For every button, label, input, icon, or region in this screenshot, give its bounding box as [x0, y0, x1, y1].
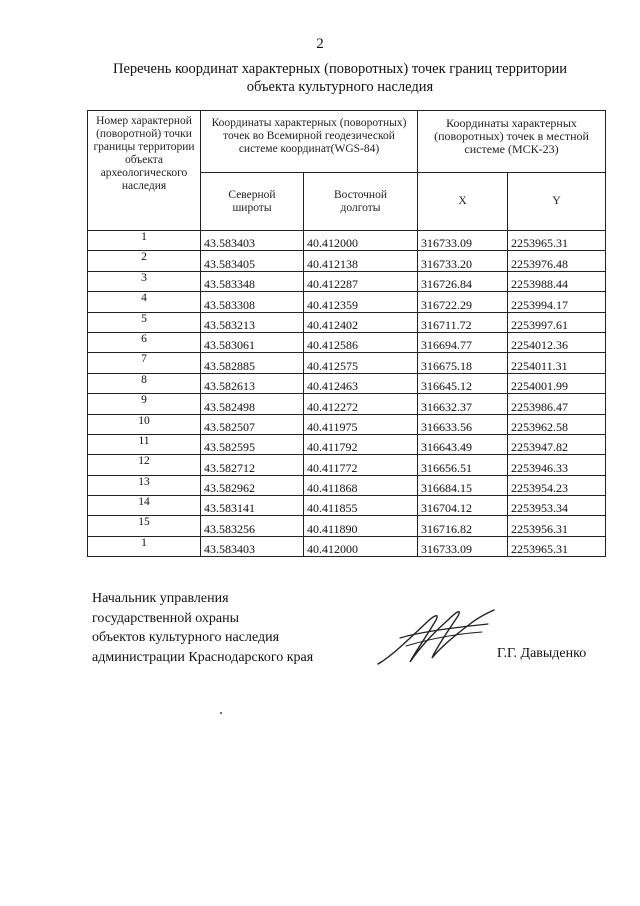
signer-position-line-3: объектов культурного наследия	[92, 630, 280, 645]
latitude-cell: 43.582613	[201, 373, 304, 393]
table-row	[88, 353, 606, 373]
y-coordinate-cell: 2253953.34	[508, 496, 606, 516]
signer-position-line-4: администрации Краснодарского края	[92, 649, 314, 665]
x-coordinate-cell: 316704.12	[418, 496, 508, 516]
header-x: X	[418, 173, 508, 231]
longitude-cell: 40.411792	[304, 434, 418, 454]
longitude-cell: 40.412287	[304, 271, 418, 291]
x-coordinate-cell: 316716.82	[418, 516, 508, 536]
longitude-cell: 40.411855	[304, 496, 418, 516]
longitude-cell: 40.412000	[304, 536, 418, 556]
y-coordinate-cell: 2254001.99	[508, 373, 606, 393]
longitude-cell: 40.412586	[304, 332, 418, 352]
y-coordinate-cell: 2253947.82	[508, 434, 606, 454]
point-number-cell: 1	[88, 536, 201, 556]
table-row	[88, 516, 606, 536]
longitude-cell: 40.411890	[304, 516, 418, 536]
signer-position-line-2: государственной охраны	[92, 610, 240, 626]
longitude-cell: 40.412402	[304, 312, 418, 332]
header-y: Y	[508, 173, 606, 231]
y-coordinate-cell: 2253965.31	[508, 231, 606, 251]
coordinates-table	[87, 110, 606, 557]
point-number-cell: 2	[88, 251, 201, 271]
table-row	[88, 394, 606, 414]
y-coordinate-cell: 2253965.31	[508, 536, 606, 556]
longitude-cell: 40.411975	[304, 414, 418, 434]
latitude-cell: 43.583141	[201, 496, 304, 516]
signer-name: Г.Г. Давыденко	[497, 646, 587, 661]
latitude-cell: 43.583308	[201, 292, 304, 312]
point-number-cell: 11	[88, 434, 201, 454]
header-point-number: Номер характерной (поворотной) точки границы территории объекта археологического наследия	[88, 111, 201, 231]
longitude-cell: 40.412000	[304, 231, 418, 251]
title-line-2: объекта культурного наследия	[246, 79, 434, 95]
point-number-cell: 7	[88, 353, 201, 373]
y-coordinate-cell: 2253962.58	[508, 414, 606, 434]
y-coordinate-cell: 2253988.44	[508, 271, 606, 291]
point-number-cell: 1	[88, 231, 201, 251]
latitude-cell: 43.582885	[201, 353, 304, 373]
longitude-cell: 40.412272	[304, 394, 418, 414]
latitude-cell: 43.583061	[201, 332, 304, 352]
signature-block	[92, 589, 313, 667]
latitude-cell: 43.583403	[201, 536, 304, 556]
longitude-cell: 40.412359	[304, 292, 418, 312]
table-row	[88, 496, 606, 516]
x-coordinate-cell: 316733.09	[418, 536, 508, 556]
y-coordinate-cell: 2254012.36	[508, 332, 606, 352]
x-coordinate-cell: 316632.37	[418, 394, 508, 414]
y-coordinate-cell: 2253976.48	[508, 251, 606, 271]
latitude-cell: 43.582498	[201, 394, 304, 414]
x-coordinate-cell: 316643.49	[418, 434, 508, 454]
table-row	[88, 455, 606, 475]
table-row	[88, 373, 606, 393]
y-coordinate-cell: 2253956.31	[508, 516, 606, 536]
latitude-cell: 43.582962	[201, 475, 304, 495]
coordinates-table-body	[88, 231, 606, 557]
latitude-cell: 43.583348	[201, 271, 304, 291]
x-coordinate-cell: 316675.18	[418, 353, 508, 373]
table-row	[88, 312, 606, 332]
point-number-cell: 4	[88, 292, 201, 312]
header-wgs84: Координаты характерных (поворотных) точек во Всемирной геодезической системе координат(WGS-84)	[201, 111, 418, 173]
latitude-cell: 43.583213	[201, 312, 304, 332]
x-coordinate-cell: 316733.20	[418, 251, 508, 271]
page-number: 2	[316, 36, 324, 52]
longitude-cell: 40.411772	[304, 455, 418, 475]
document-title	[90, 60, 590, 96]
header-north-latitude: Северной широты	[201, 173, 304, 231]
point-number-cell: 10	[88, 414, 201, 434]
point-number-cell: 6	[88, 332, 201, 352]
latitude-cell: 43.582507	[201, 414, 304, 434]
latitude-cell: 43.583403	[201, 231, 304, 251]
table-row	[88, 536, 606, 556]
x-coordinate-cell: 316633.56	[418, 414, 508, 434]
latitude-cell: 43.583256	[201, 516, 304, 536]
point-number-cell: 13	[88, 475, 201, 495]
x-coordinate-cell: 316733.09	[418, 231, 508, 251]
table-row	[88, 251, 606, 271]
x-coordinate-cell: 316694.77	[418, 332, 508, 352]
table-row	[88, 292, 606, 312]
point-number-cell: 3	[88, 271, 201, 291]
latitude-cell: 43.583405	[201, 251, 304, 271]
x-coordinate-cell: 316722.29	[418, 292, 508, 312]
table-row	[88, 475, 606, 495]
point-number-cell: 15	[88, 516, 201, 536]
table-row	[88, 434, 606, 454]
latitude-cell: 43.582595	[201, 434, 304, 454]
latitude-cell: 43.582712	[201, 455, 304, 475]
longitude-cell: 40.412575	[304, 353, 418, 373]
scan-speck	[220, 712, 222, 714]
y-coordinate-cell: 2253954.23	[508, 475, 606, 495]
table-row	[88, 271, 606, 291]
longitude-cell: 40.412463	[304, 373, 418, 393]
longitude-cell: 40.411868	[304, 475, 418, 495]
point-number-cell: 5	[88, 312, 201, 332]
table-row	[88, 231, 606, 251]
x-coordinate-cell: 316684.15	[418, 475, 508, 495]
y-coordinate-cell: 2253997.61	[508, 312, 606, 332]
point-number-cell: 9	[88, 394, 201, 414]
title-line-1: Перечень координат характерных (поворотных) точек границ территории	[112, 61, 568, 77]
y-coordinate-cell: 2253986.47	[508, 394, 606, 414]
longitude-cell: 40.412138	[304, 251, 418, 271]
y-coordinate-cell: 2254011.31	[508, 353, 606, 373]
point-number-cell: 8	[88, 373, 201, 393]
x-coordinate-cell: 316645.12	[418, 373, 508, 393]
point-number-cell: 12	[88, 455, 201, 475]
table-row	[88, 332, 606, 352]
signer-position-line-1: Начальник управления	[92, 591, 229, 606]
point-number-cell: 14	[88, 496, 201, 516]
x-coordinate-cell: 316726.84	[418, 271, 508, 291]
y-coordinate-cell: 2253946.33	[508, 455, 606, 475]
handwritten-signature	[370, 598, 500, 674]
x-coordinate-cell: 316711.72	[418, 312, 508, 332]
table-row	[88, 414, 606, 434]
header-east-longitude: Восточной долготы	[304, 173, 418, 231]
y-coordinate-cell: 2253994.17	[508, 292, 606, 312]
x-coordinate-cell: 316656.51	[418, 455, 508, 475]
header-msk23: Координаты характерных (поворотных) точек в местной системе (МСК-23)	[418, 111, 606, 173]
